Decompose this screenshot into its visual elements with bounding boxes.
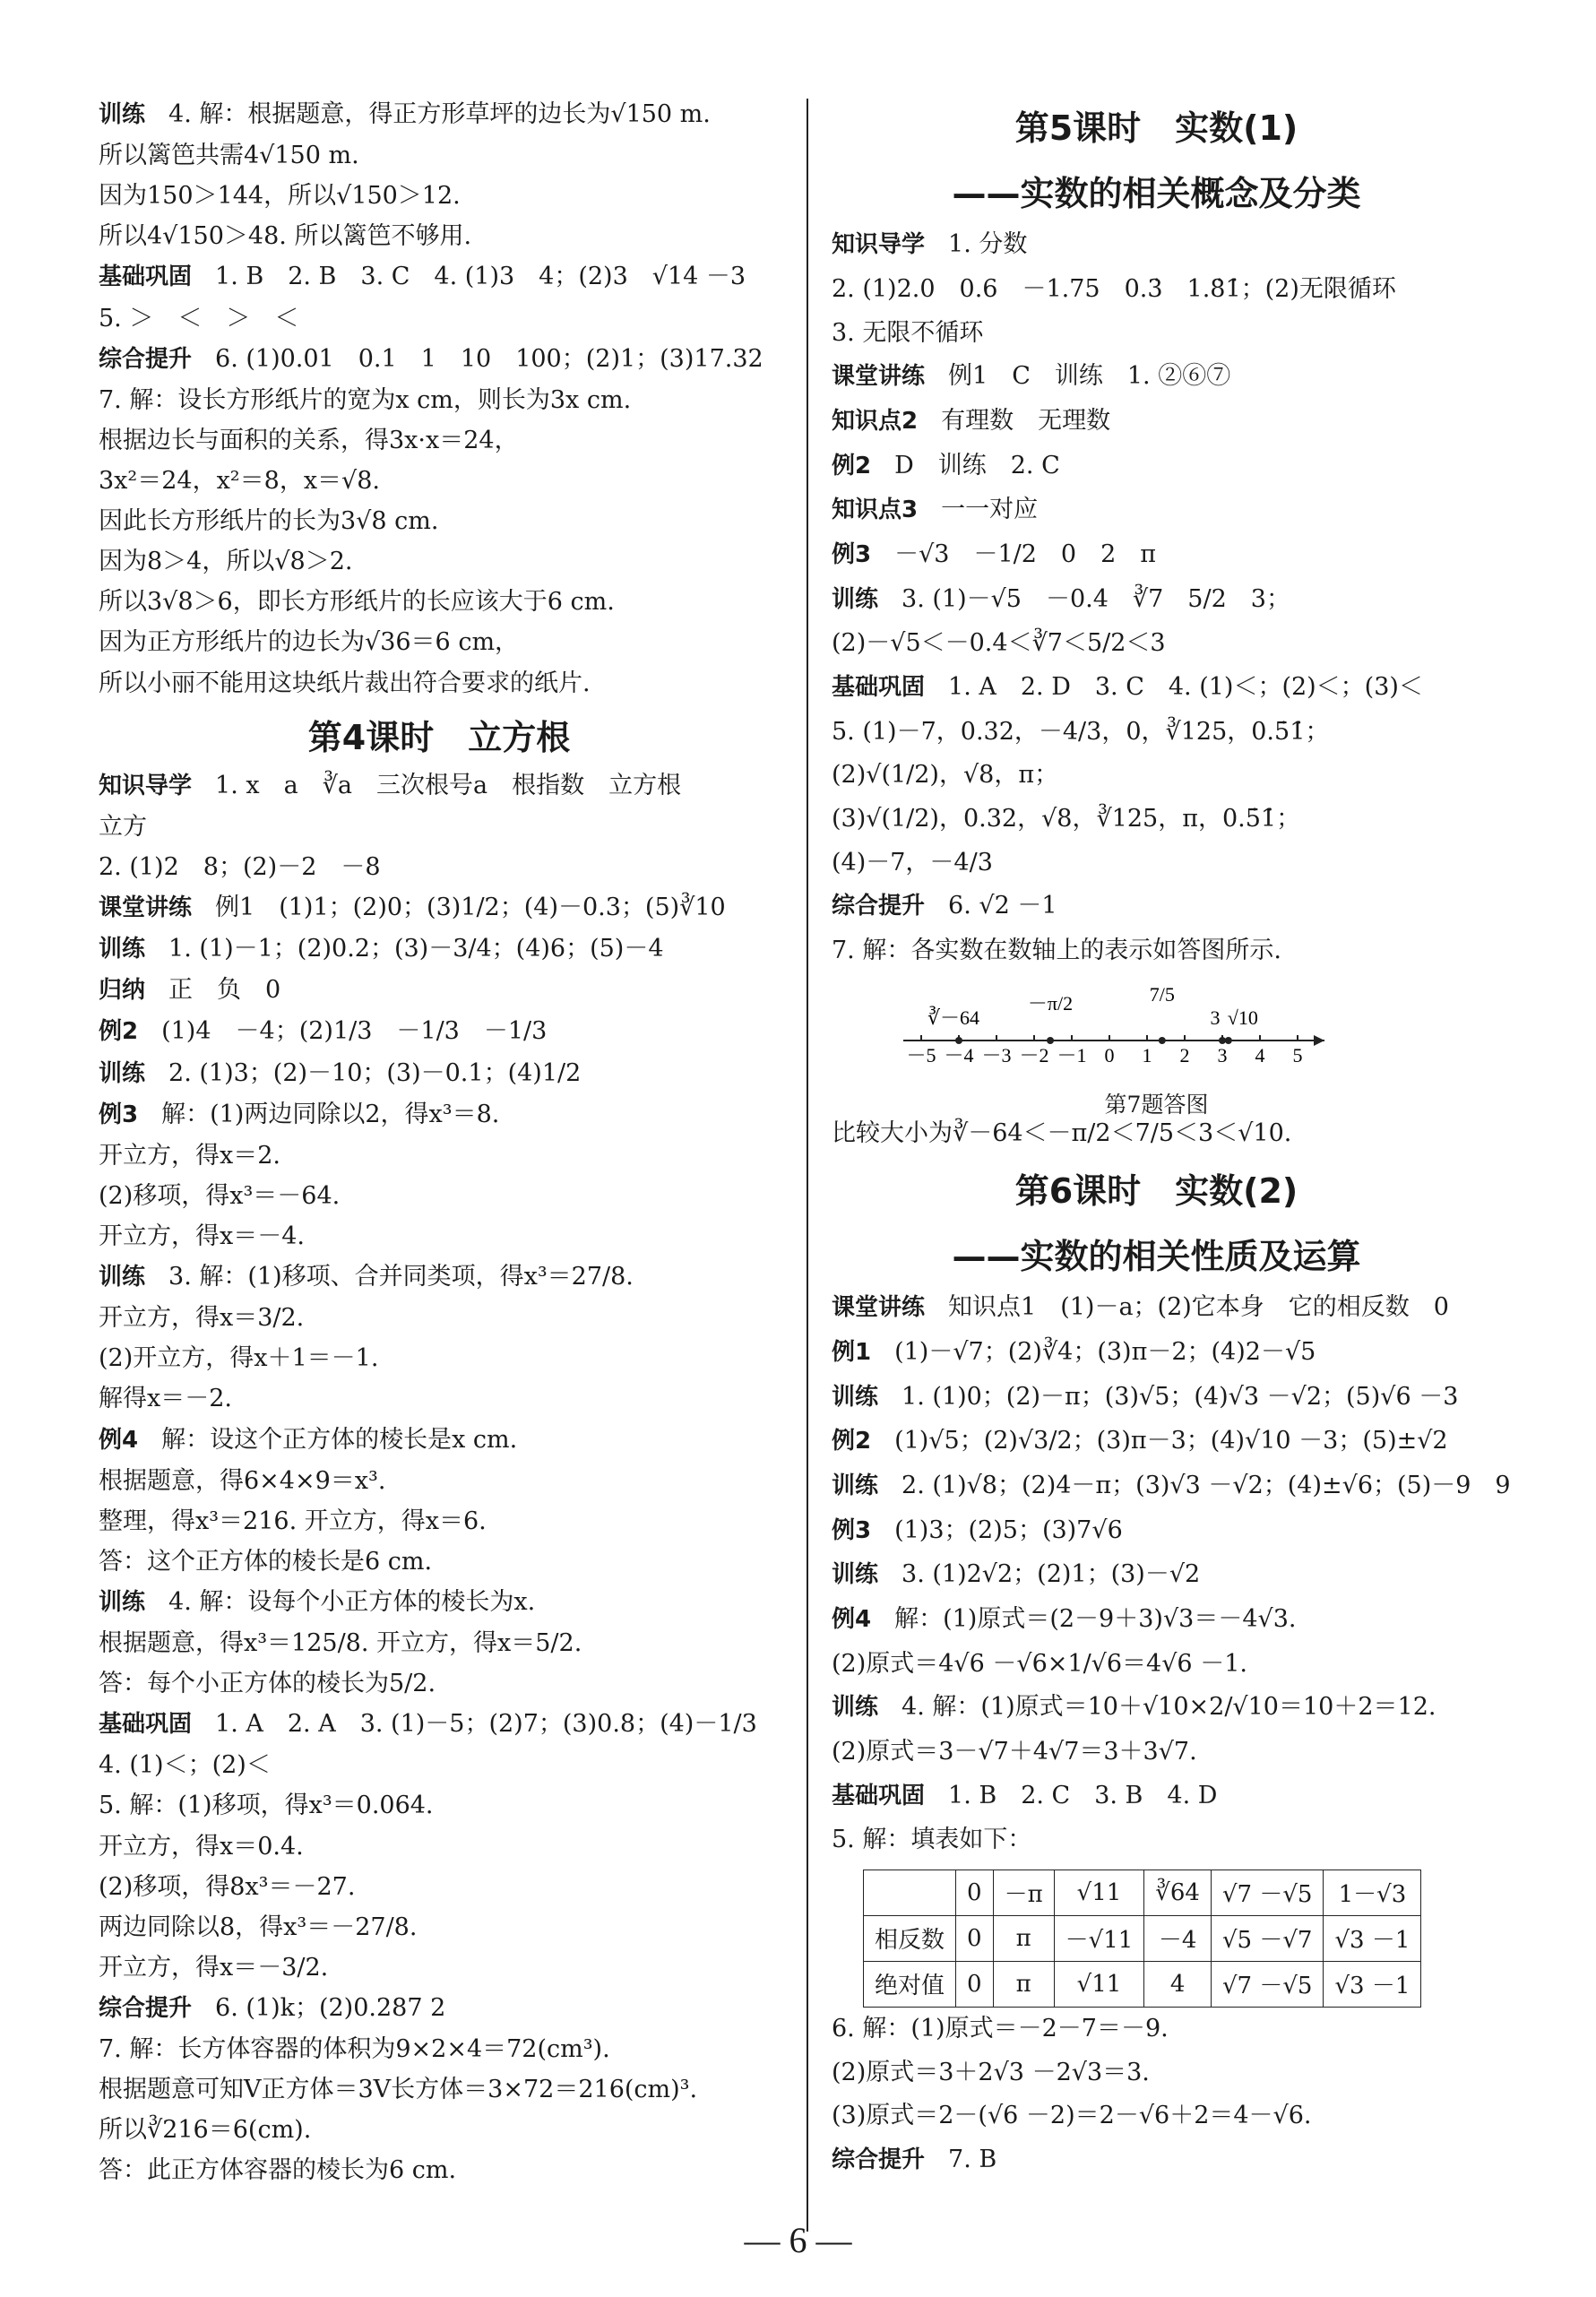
- line-text: 6. √2 －1: [948, 892, 1057, 920]
- right-line: [832, 1516, 1481, 1545]
- column-divider: [807, 99, 808, 2232]
- line-label: 课堂讲练: [832, 363, 949, 391]
- table-cell: 0: [956, 1915, 994, 1961]
- left-line: [99, 467, 780, 495]
- left-line: [99, 813, 780, 841]
- left-line: [99, 1385, 780, 1412]
- line-text: 根据题意可知V正方体＝3V长方体＝3×72＝216(cm)³.: [99, 2076, 698, 2104]
- section-title: 第5课时 实数(1): [1014, 108, 1298, 148]
- point-marker: [1047, 1037, 1054, 1044]
- tick-label: 5: [1292, 1044, 1303, 1067]
- line-text: 2. (1)2.0 0.6 －1.75 0.3̇ 1.8̇1̇；(2)无限循环: [832, 274, 1396, 303]
- tick-label: －2: [1019, 1044, 1049, 1067]
- line-text: 6. 解：(1)原式＝－2－7＝－9.: [832, 2014, 1169, 2042]
- right-line: [832, 275, 1481, 303]
- left-line: [99, 548, 780, 575]
- right-line: [832, 585, 1481, 614]
- line-text: 7. 解：各实数在数轴上的表示如答图所示.: [832, 936, 1281, 964]
- left-line: [99, 894, 780, 922]
- fill-table: [863, 1870, 1421, 2008]
- line-text: 开立方，得x＝－3/2.: [99, 1953, 329, 1982]
- section-title: 第4课时 立方根: [307, 717, 571, 757]
- table-cell: √7 －√5: [1211, 1961, 1323, 2007]
- line-text: 整理，得x³＝216. 开立方，得x＝6.: [99, 1507, 487, 1535]
- right-line: [832, 718, 1481, 746]
- line-text: (4)－7，－4/3: [832, 848, 993, 876]
- line-text: (1)√5；(2)√3/2；(3)π－3；(4)√10 －3；(5)±√2: [894, 1427, 1448, 1455]
- left-line: [99, 1873, 780, 1901]
- table-cell: 0: [956, 1870, 994, 1915]
- line-text: 4. (1)＜；(2)＜: [99, 1751, 271, 1780]
- point-marker: [1219, 1037, 1226, 1044]
- line-label: 训练: [832, 1694, 902, 1722]
- line-label: 训练: [832, 585, 902, 613]
- line-text: 正 负 0: [168, 976, 281, 1005]
- line-text: 所以小丽不能用这块纸片裁出符合要求的纸片.: [99, 669, 591, 697]
- line-label: 例3: [832, 1516, 895, 1544]
- line-text: 3. (1)2√2；(2)1；(3)－√2: [902, 1560, 1201, 1589]
- left-line: [99, 100, 780, 129]
- left-line: [99, 1629, 780, 1657]
- left-line: [99, 2076, 780, 2103]
- right-line: [832, 1338, 1481, 1367]
- table-cell: 4: [1144, 1961, 1212, 2007]
- line-text: 根据边长与面积的关系，得3x·x＝24，: [99, 426, 519, 454]
- line-label: 归纳: [99, 977, 169, 1005]
- left-line: [99, 628, 780, 656]
- line-text: 所以4√150＞48. 所以篱笆不够用.: [99, 222, 472, 251]
- left-line: [99, 263, 780, 291]
- tick-label: －4: [944, 1044, 974, 1067]
- line-label: 课堂讲练: [99, 894, 216, 922]
- line-label: 例2: [99, 1018, 162, 1046]
- table-cell: √3 －1: [1324, 1915, 1421, 1961]
- right-line: [832, 2102, 1481, 2129]
- line-label: 训练: [99, 101, 169, 128]
- line-text: (2)√(1/2)，√8，π；: [832, 761, 1059, 790]
- point-marker: [1159, 1037, 1166, 1044]
- right-line: [832, 1472, 1511, 1500]
- tick-label: －1: [1057, 1044, 1087, 1067]
- line-text: 5. (1)－7，0.32，－4/3，0，∛125，0.5̇1̇；: [832, 717, 1330, 746]
- line-text: 有理数 无理数: [941, 406, 1111, 435]
- line-label: 例2: [832, 1428, 895, 1455]
- line-text: 4. 解：设每个小正方体的棱长为x.: [168, 1587, 536, 1616]
- right-line: [832, 1693, 1481, 1722]
- left-line: [99, 1467, 780, 1495]
- left-line: [99, 1101, 780, 1129]
- line-text: 因为8＞4，所以√8＞2.: [99, 548, 353, 576]
- right-line: [832, 1738, 1481, 1766]
- number-line: [885, 985, 1387, 1084]
- line-text: 1. 分数: [948, 230, 1028, 259]
- left-line: [99, 1751, 780, 1779]
- left-line: [99, 222, 780, 250]
- line-text: 3. 解：(1)移项、合并同类项，得x³＝27/8.: [168, 1263, 634, 1291]
- point-marker: [1225, 1037, 1232, 1044]
- right-line: [832, 319, 1481, 347]
- table-row: [864, 1915, 1421, 1961]
- line-text: 1. A 2. D 3. C 4. (1)＜；(2)＜；(3)＜: [948, 672, 1423, 701]
- line-text: 解：设这个正方体的棱长是x cm.: [161, 1425, 518, 1454]
- line-text: 5. 解：(1)移项，得x³＝0.064.: [99, 1792, 434, 1820]
- line-label: 训练: [99, 1059, 169, 1087]
- line-text: 解：(1)原式＝(2－9＋3)√3＝－4√3.: [894, 1605, 1297, 1634]
- left-line: [99, 182, 780, 210]
- line-text: (1)4 －4；(2)1/3 －1/3 －1/3: [161, 1017, 548, 1046]
- table-cell: －4: [1144, 1915, 1212, 1961]
- right-line: [832, 2015, 1481, 2042]
- line-text: (1)3；(2)5；(3)7√6: [894, 1516, 1123, 1544]
- page-number: — 6 —: [744, 2220, 852, 2260]
- line-label: 训练: [99, 1264, 169, 1291]
- line-text: (2)－√5＜－0.4＜∛7＜5/2＜3: [832, 629, 1166, 658]
- line-label: 训练: [832, 1383, 902, 1411]
- right-line: [832, 407, 1481, 436]
- line-text: 3x²＝24，x²＝8，x＝√8.: [99, 466, 381, 495]
- line-label: 综合提升: [99, 1995, 216, 2023]
- left-line: [99, 1670, 780, 1697]
- line-text: 1. A 2. A 3. (1)－5；(2)7；(3)0.8；(4)－1/3: [215, 1710, 757, 1739]
- line-text: 4. 解：(1)原式＝10＋√10×2/√10＝10＋2＝12.: [902, 1693, 1436, 1722]
- line-text: 1. B 2. C 3. B 4. D: [948, 1781, 1218, 1809]
- left-line: [99, 772, 780, 800]
- left-line: [99, 2156, 780, 2184]
- line-text: 例1 C 训练 1. ②⑥⑦: [948, 362, 1231, 391]
- left-line: [99, 1017, 780, 1046]
- line-text: 因此长方形纸片的长为3√8 cm.: [99, 507, 439, 536]
- table-cell: [864, 1870, 956, 1915]
- line-label: 例1: [832, 1339, 895, 1367]
- left-line: [99, 1954, 780, 1982]
- line-text: 4. 解：根据题意，得正方形草坪的边长为√150 m.: [168, 100, 711, 128]
- point-label: －π/2: [1027, 992, 1074, 1015]
- table-cell: π: [993, 1915, 1054, 1961]
- line-text: (2)移项，得x³＝－64.: [99, 1181, 341, 1210]
- left-line: [99, 305, 780, 332]
- table-cell: 绝对值: [864, 1961, 956, 2007]
- point-label: 7/5: [1149, 985, 1175, 1006]
- line-text: 7. 解：设长方形纸片的宽为x cm，则长为3x cm.: [99, 385, 632, 414]
- left-line: [99, 1507, 780, 1535]
- line-text: 2. (1)2 8；(2)－2 －8: [99, 852, 381, 881]
- line-text: 3. (1)－√5 －0.4 ∛7 5/2 3；: [902, 584, 1290, 613]
- line-text: 2. (1)3；(2)－10；(3)－0.1；(4)1/2: [168, 1058, 582, 1087]
- line-text: 知识点1 (1)－a；(2)它本身 它的相反数 0: [948, 1293, 1449, 1322]
- line-text: D 训练 2. C: [894, 451, 1060, 479]
- left-line: [99, 1792, 780, 1819]
- line-text: 解：(1)两边同除以2，得x³＝8.: [161, 1100, 500, 1128]
- line-text: 5. 解：填表如下：: [832, 1826, 1032, 1854]
- line-text: 1. (1)0；(2)－π；(3)√5；(4)√3 －√2；(5)√6 －3: [902, 1382, 1459, 1411]
- line-text: 答：每个小正方体的棱长为5/2.: [99, 1670, 436, 1698]
- left-line: [99, 1913, 780, 1941]
- line-text: 所以3√8＞6，即长方形纸片的长应该大于6 cm.: [99, 588, 615, 617]
- table-cell: 相反数: [864, 1915, 956, 1961]
- table-header-row: [864, 1870, 1421, 1915]
- left-line: [99, 1588, 780, 1617]
- number-line-figure: [832, 980, 1481, 1119]
- section-title: ——实数的相关性质及运算: [952, 1236, 1361, 1276]
- line-label: 知识点2: [832, 407, 942, 435]
- left-line: [99, 1059, 780, 1088]
- right-line: [832, 629, 1481, 657]
- line-text: 根据题意，得6×4×9＝x³.: [99, 1466, 386, 1495]
- right-line: [832, 673, 1481, 702]
- right-line: [832, 2146, 1481, 2174]
- table-cell: √11: [1054, 1870, 1144, 1915]
- left-column: [99, 100, 780, 2198]
- line-text: 一一对应: [941, 496, 1039, 524]
- right-line: [832, 805, 1481, 833]
- line-text: 解得x＝－2.: [99, 1385, 232, 1413]
- line-label: 综合提升: [832, 893, 949, 920]
- left-line: [99, 1833, 780, 1861]
- left-line: [99, 1263, 780, 1291]
- right-line: [832, 362, 1481, 391]
- line-text: 两边同除以8，得x³＝－27/8.: [99, 1913, 418, 1941]
- line-text: (2)移项，得8x³＝－27.: [99, 1872, 356, 1901]
- line-text: (2)原式＝3－√7＋4√7＝3＋3√7.: [832, 1738, 1197, 1766]
- line-label: 例3: [99, 1101, 162, 1128]
- left-line: [99, 1222, 780, 1250]
- table-cell: π: [993, 1961, 1054, 2007]
- line-text: 7. B: [948, 2145, 997, 2173]
- point-label: √10: [1227, 1006, 1258, 1030]
- line-label: 例2: [832, 452, 895, 479]
- line-text: 因为150＞144，所以√150＞12.: [99, 182, 461, 211]
- table-cell: √11: [1054, 1961, 1144, 2007]
- line-text: (3)原式＝2－(√6 －2)＝2－√6＋2＝4－√6.: [832, 2102, 1312, 2130]
- line-label: 训练: [99, 936, 169, 963]
- tick-label: 4: [1255, 1044, 1265, 1067]
- left-line: [99, 1548, 780, 1576]
- table-row: [864, 1961, 1421, 2007]
- table-cell: √5 －√7: [1211, 1915, 1323, 1961]
- line-text: (2)原式＝3＋2√3 －2√3＝3.: [832, 2058, 1150, 2086]
- left-line: [99, 1182, 780, 1210]
- table-cell: √7 －√5: [1211, 1870, 1323, 1915]
- right-line: [832, 1605, 1481, 1634]
- left-line: [99, 2035, 780, 2063]
- table-cell: ∛64: [1144, 1870, 1212, 1915]
- right-line: [832, 937, 1481, 964]
- line-label: 训练: [99, 1588, 169, 1616]
- right-line: [832, 761, 1481, 789]
- left-line: [99, 669, 780, 697]
- left-line: [99, 507, 780, 535]
- right-line: [832, 1650, 1481, 1678]
- line-text: 因为正方形纸片的边长为√36＝6 cm，: [99, 628, 520, 657]
- section-title: ——实数的相关概念及分类: [952, 173, 1361, 213]
- line-label: 综合提升: [832, 2146, 949, 2173]
- tick-label: －3: [981, 1044, 1012, 1067]
- section-title: 第6课时 实数(2): [1014, 1171, 1298, 1212]
- right-line: [832, 496, 1481, 524]
- left-line: [99, 2116, 780, 2144]
- line-text: 6. (1)0.01 0.1 1 10 100；(2)1；(3)17.32: [215, 344, 763, 373]
- line-label: 知识点3: [832, 497, 942, 524]
- figure-caption: 第7题答图: [1104, 1092, 1209, 1118]
- right-line: [832, 1560, 1481, 1589]
- right-line: [832, 2059, 1481, 2086]
- right-line: [832, 1427, 1481, 1455]
- left-line: [99, 1710, 780, 1739]
- line-label: 例4: [99, 1426, 162, 1454]
- line-text: 开立方，得x＝3/2.: [99, 1304, 305, 1333]
- line-text: 开立方，得x＝2.: [99, 1141, 280, 1170]
- line-text: 例1 (1)1；(2)0；(3)1/2；(4)－0.3；(5)∛10: [215, 894, 726, 922]
- table-cell: －π: [993, 1870, 1054, 1915]
- left-line: [99, 427, 780, 454]
- line-text: 开立方，得x＝0.4.: [99, 1832, 304, 1861]
- tick-label: 1: [1142, 1044, 1152, 1067]
- line-text: 2. (1)√8；(2)4－π；(3)√3 －√2；(4)±√6；(5)－9 9: [902, 1472, 1511, 1500]
- line-text: (2)原式＝4√6 －√6×1/√6＝4√6 －1.: [832, 1649, 1247, 1678]
- line-text: 3. 无限不循环: [832, 318, 984, 347]
- line-text: 答：此正方体容器的棱长为6 cm.: [99, 2156, 457, 2185]
- line-text: 5. ＞ ＜ ＞ ＜: [99, 304, 299, 332]
- table-cell: －√11: [1054, 1915, 1144, 1961]
- line-text: 立方: [99, 812, 147, 841]
- tick-label: 0: [1104, 1044, 1115, 1067]
- line-label: 训练: [832, 1561, 902, 1589]
- line-text: 答：这个正方体的棱长是6 cm.: [99, 1547, 433, 1576]
- table-cell: √3 －1: [1324, 1961, 1421, 2007]
- right-line: [832, 1782, 1481, 1810]
- left-line: [99, 386, 780, 414]
- line-label: 基础巩固: [832, 1782, 949, 1809]
- line-text: 开立方，得x＝－4.: [99, 1222, 305, 1250]
- table-cell: 1－√3: [1324, 1870, 1421, 1915]
- right-line: [832, 540, 1481, 569]
- left-line: [99, 935, 780, 963]
- line-text: (1)－√7；(2)∛4；(3)π－2；(4)2－√5: [894, 1338, 1316, 1367]
- line-label: 基础巩固: [99, 263, 216, 291]
- line-label: 训练: [832, 1472, 902, 1500]
- line-label: 课堂讲练: [832, 1294, 949, 1322]
- left-line: [99, 976, 780, 1005]
- line-label: 例3: [832, 540, 895, 568]
- left-line: [99, 142, 780, 169]
- line-text: 根据题意，得x³＝125/8. 开立方，得x＝5/2.: [99, 1629, 582, 1658]
- point-marker: [955, 1037, 962, 1044]
- right-line: [832, 1826, 1481, 1853]
- axis-arrow: [1314, 1035, 1324, 1046]
- right-line: [832, 1119, 1481, 1147]
- right-line: [832, 849, 1481, 876]
- right-line: [832, 230, 1481, 259]
- line-label: 知识导学: [99, 772, 216, 799]
- line-label: 基础巩固: [99, 1711, 216, 1739]
- left-line: [99, 588, 780, 616]
- line-text: 1. x a ∛a 三次根号a 根指数 立方根: [215, 771, 682, 799]
- line-text: 1. (1)－1；(2)0.2；(3)－3/4；(4)6；(5)－4: [168, 935, 664, 963]
- right-line: [832, 1383, 1481, 1412]
- left-line: [99, 853, 780, 881]
- line-text: 7. 解：长方体容器的体积为9×2×4＝72(cm³).: [99, 2035, 610, 2064]
- right-line: [832, 452, 1481, 480]
- table-cell: 0: [956, 1961, 994, 2007]
- left-line: [99, 345, 780, 374]
- line-text: 比较大小为∛－64＜－π/2＜7/5＜3＜√10.: [832, 1119, 1292, 1148]
- tick-label: －5: [906, 1044, 936, 1067]
- line-text: (2)开立方，得x＋1＝－1.: [99, 1344, 379, 1373]
- left-line: [99, 1994, 780, 2023]
- left-line: [99, 1426, 780, 1455]
- tick-label: 3: [1217, 1044, 1228, 1067]
- line-label: 基础巩固: [832, 673, 949, 701]
- line-text: 所以∛216＝6(cm).: [99, 2116, 312, 2145]
- point-label: ∛－64: [927, 1006, 980, 1030]
- line-text: －√3 －1/2 0 2 π: [894, 540, 1157, 568]
- right-line: [832, 1293, 1481, 1322]
- line-label: 综合提升: [99, 345, 216, 373]
- line-label: 知识导学: [832, 231, 949, 259]
- line-text: 6. (1)k；(2)0.287 2: [215, 1994, 446, 2023]
- left-line: [99, 1344, 780, 1372]
- right-column: [832, 100, 1511, 2190]
- left-line: [99, 1304, 780, 1332]
- right-line: [832, 892, 1481, 920]
- line-text: 1. B 2. B 3. C 4. (1)3 4；(2)3 √14 －3: [215, 263, 746, 291]
- point-label: 3: [1210, 1006, 1221, 1030]
- line-label: 例4: [832, 1606, 895, 1634]
- line-text: (3)√(1/2)，0.32，√8，∛125，π，0.5̇1̇；: [832, 804, 1301, 833]
- left-line: [99, 1142, 780, 1170]
- line-text: 所以篱笆共需4√150 m.: [99, 142, 359, 170]
- tick-label: 2: [1179, 1044, 1190, 1067]
